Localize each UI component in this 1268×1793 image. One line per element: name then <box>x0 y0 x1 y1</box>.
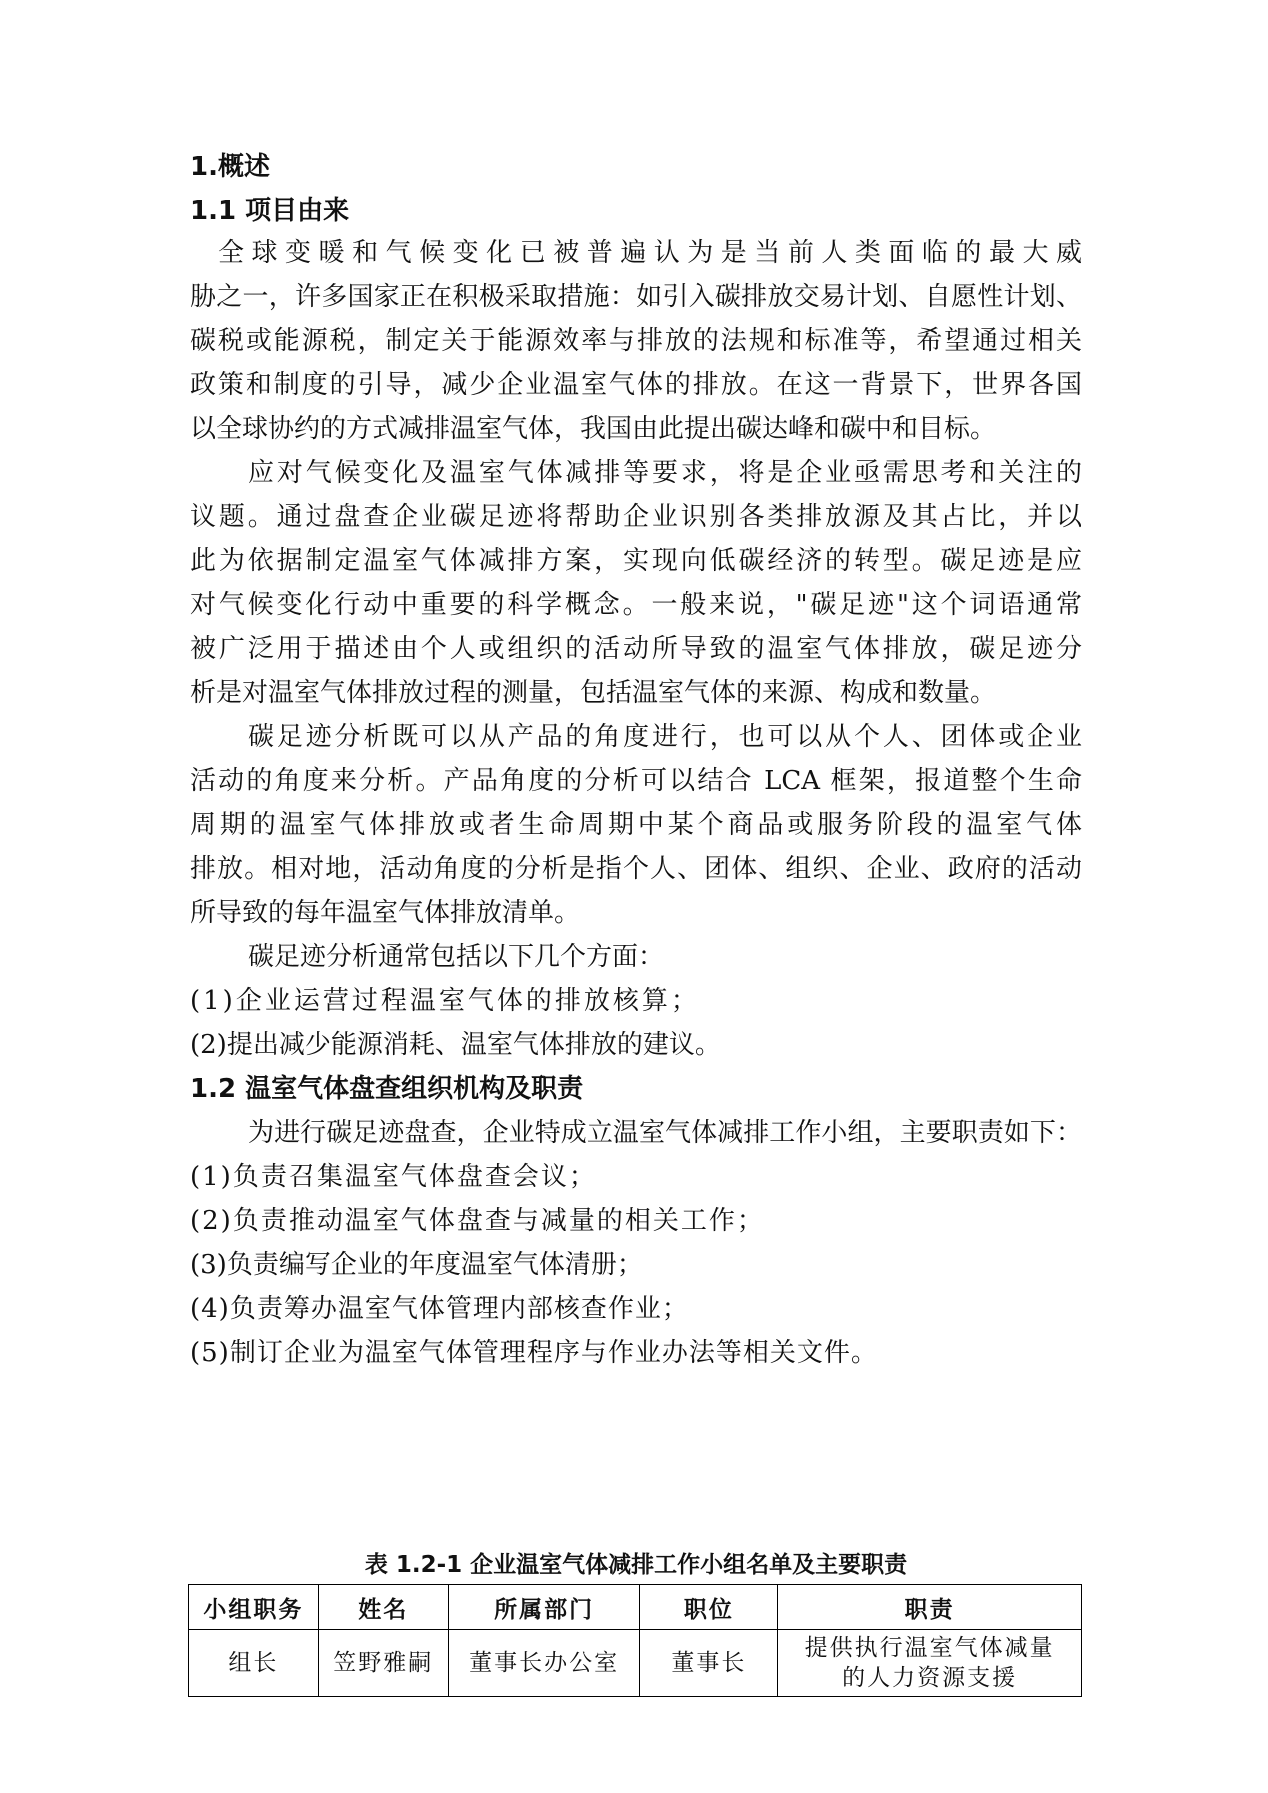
list-item: (1)企业运营过程温室气体的排放核算； <box>190 986 700 1016</box>
table-row <box>189 1630 1082 1697</box>
paragraph-line: 议题。通过盘查企业碳足迹将帮助企业识别各类排放源及其占比，并以 <box>190 502 1082 532</box>
subsection-title-1-2: 1.2 温室气体盘查组织机构及职责 <box>190 1074 584 1104</box>
table-cell: 董事长 <box>640 1630 778 1697</box>
paragraph-line: 政策和制度的引导，减少企业温室气体的排放。在这一背景下，世界各国 <box>190 370 1082 400</box>
list-item: (5)制订企业为温室气体管理程序与作业办法等相关文件。 <box>190 1338 878 1368</box>
list-item: (2)负责推动温室气体盘查与减量的相关工作； <box>190 1206 765 1236</box>
table-cell: 笠野雅嗣 <box>318 1630 448 1697</box>
list-item: (1)负责召集温室气体盘查会议； <box>190 1162 597 1192</box>
header-cell: 小组职务 <box>189 1585 319 1630</box>
paragraph-line: 碳足迹分析既可以从产品的角度进行，也可以从个人、团体或企业 <box>248 722 1082 752</box>
subsection-title-1-1: 1.1 项目由来 <box>190 196 350 226</box>
header-cell: 所属部门 <box>448 1585 640 1630</box>
table-header-row <box>189 1585 1082 1630</box>
table-cell: 董事长办公室 <box>448 1630 640 1697</box>
header-cell: 职位 <box>640 1585 778 1630</box>
paragraph-line: 被广泛用于描述由个人或组织的活动所导致的温室气体排放，碳足迹分 <box>190 634 1082 664</box>
paragraph-line: 对气候变化行动中重要的科学概念。一般来说，"碳足迹"这个词语通常 <box>190 590 1082 620</box>
header-cell: 职责 <box>778 1585 1082 1630</box>
paragraph-line: 胁之一，许多国家正在积极采取措施：如引入碳排放交易计划、自愿性计划、 <box>190 282 1082 312</box>
paragraph-line: 碳税或能源税，制定关于能源效率与排放的法规和标准等，希望通过相关 <box>190 326 1082 356</box>
table-caption: 表 1.2-1 企业温室气体减排工作小组名单及主要职责 <box>364 1552 908 1578</box>
paragraph-line: 所导致的每年温室气体排放清单。 <box>190 898 581 928</box>
table-cell: 组长 <box>189 1630 319 1697</box>
team-table <box>188 1584 1082 1697</box>
paragraph-line: 周期的温室气体排放或者生命周期中某个商品或服务阶段的温室气体 <box>190 810 1082 840</box>
paragraph-line: 应对气候变化及温室气体减排等要求，将是企业亟需思考和关注的 <box>248 458 1082 488</box>
list-item: (4)负责筹办温室气体管理内部核查作业； <box>190 1294 689 1324</box>
section-title: 1.概述 <box>190 152 270 182</box>
list-item: (2)提出减少能源消耗、温室气体排放的建议。 <box>190 1030 721 1060</box>
paragraph-line: 全球变暖和气候变化已被普遍认为是当前人类面临的最大威 <box>218 238 1082 268</box>
paragraph-line: 以全球协约的方式减排温室气体，我国由此提出碳达峰和碳中和目标。 <box>190 414 997 444</box>
paragraph-line: 此为依据制定温室气体减排方案，实现向低碳经济的转型。碳足迹是应 <box>190 546 1082 576</box>
table-cell: 提供执行温室气体减量的人力资源支援 <box>778 1630 1082 1697</box>
paragraph-line: 为进行碳足迹盘查，企业特成立温室气体减排工作小组，主要职责如下： <box>248 1118 1082 1148</box>
paragraph-line: 碳足迹分析通常包括以下几个方面： <box>248 942 665 972</box>
header-cell: 姓名 <box>318 1585 448 1630</box>
list-item: (3)负责编写企业的年度温室气体清册； <box>190 1250 643 1280</box>
paragraph-line: 排放。相对地，活动角度的分析是指个人、团体、组织、企业、政府的活动 <box>190 854 1082 884</box>
paragraph-line: 活动的角度来分析。产品角度的分析可以结合 LCA 框架，报道整个生命 <box>190 766 1082 796</box>
paragraph-line: 析是对温室气体排放过程的测量，包括温室气体的来源、构成和数量。 <box>190 678 997 708</box>
